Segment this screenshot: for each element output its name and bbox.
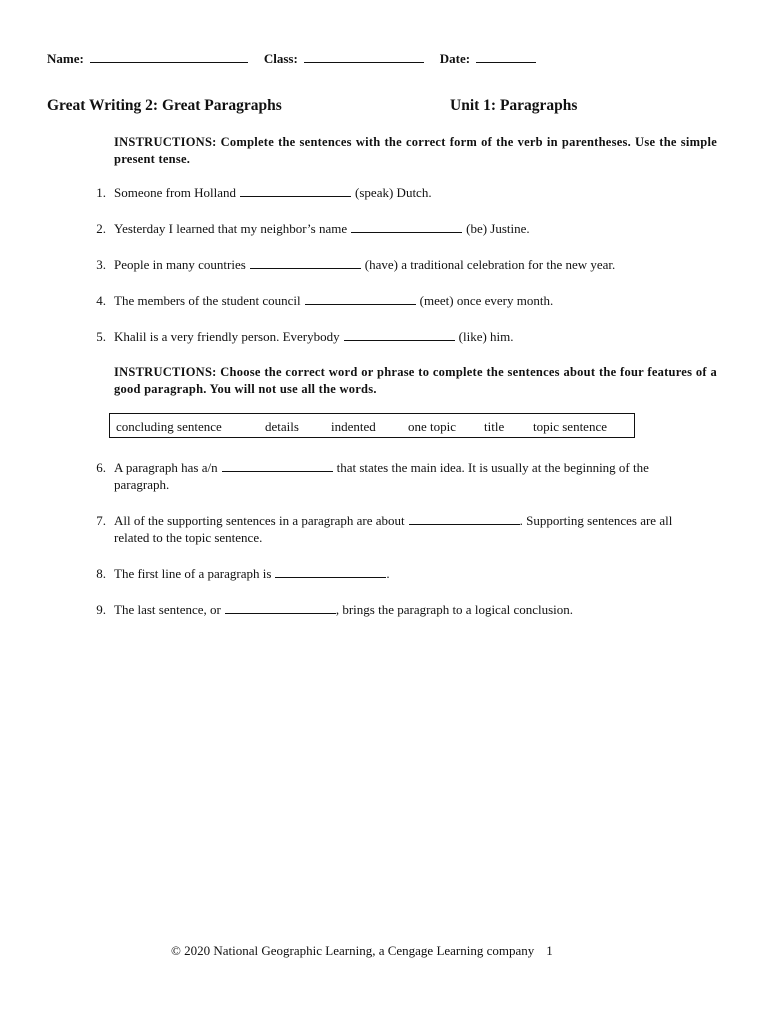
question-text-after: (like) him. (458, 329, 514, 344)
question-number: 8. (96, 566, 106, 581)
question-text-after: (speak) Dutch. (355, 185, 432, 200)
copyright-notice: © 2020 National Geographic Learning, a Cengage Learning company (171, 943, 535, 958)
question-number: 1. (96, 185, 106, 200)
answer-blank (240, 184, 351, 197)
word-bank-item: details (265, 419, 299, 434)
question-text-before: People in many countries (114, 257, 246, 272)
answer-blank (225, 601, 336, 614)
question-text-after: (have) a traditional celebration for the new year. (364, 257, 616, 272)
word-bank (109, 413, 635, 438)
name-blank (90, 50, 248, 63)
question-text-before: Khalil is a very friendly person. Everybody (114, 329, 340, 344)
answer-blank (351, 220, 462, 233)
word-bank-item: topic sentence (533, 419, 607, 434)
question-text-before: The last sentence, or (114, 602, 221, 617)
word-bank-item: concluding sentence (116, 419, 222, 434)
student-info-header (47, 50, 536, 67)
question-number: 3. (96, 257, 106, 272)
word-bank-item: indented (331, 419, 376, 434)
question-number: 5. (96, 329, 106, 344)
name-label: Name: (47, 51, 84, 66)
instructions-1: INSTRUCTIONS: Complete the sentences with the correct form of the verb in parentheses. Use the simple present tense. (114, 135, 717, 166)
question-number: 6. (96, 460, 106, 475)
word-bank-item: title (484, 419, 505, 434)
unit-title: Unit 1: Paragraphs (450, 97, 578, 114)
question-text-before: A paragraph has a/n (114, 460, 218, 475)
question-text-after: . Supporting sentences are all related to the topic sentence. (114, 513, 673, 545)
question-text-before: Yesterday I learned that my neighbor’s name (114, 221, 348, 236)
answer-blank (409, 512, 520, 525)
question-number: 7. (96, 513, 106, 528)
word-bank-item: one topic (408, 419, 457, 434)
date-blank (476, 50, 536, 63)
answer-blank (222, 459, 333, 472)
question-text-before: Someone from Holland (114, 185, 237, 200)
question-text-after: that states the main idea. It is usually at the beginning of the paragraph. (114, 460, 649, 492)
instructions-2: INSTRUCTIONS: Choose the correct word or phrase to complete the sentences about the four features of a good paragraph. You will not use all the words. (114, 365, 717, 396)
question-text-before: The first line of a paragraph is (114, 566, 272, 581)
page-number: 1 (546, 943, 553, 958)
question-number: 4. (96, 293, 106, 308)
answer-blank (250, 256, 361, 269)
date-label: Date: (439, 51, 471, 66)
question-text-before: The members of the student council (114, 293, 301, 308)
book-title: Great Writing 2: Great Paragraphs (47, 97, 282, 114)
question-text-after: . (386, 566, 390, 581)
question-text-after: (meet) once every month. (419, 293, 554, 308)
question-text-after: (be) Justine. (466, 221, 530, 236)
answer-blank (275, 565, 386, 578)
page-footer (171, 943, 553, 959)
class-blank (304, 50, 424, 63)
question-number: 2. (96, 221, 106, 236)
class-label: Class: (263, 51, 298, 66)
question-text-before: All of the supporting sentences in a paragraph are about (114, 513, 405, 528)
question-number: 9. (96, 602, 106, 617)
question-text-after: , brings the paragraph to a logical conclusion. (335, 602, 574, 617)
answer-blank (344, 328, 455, 341)
answer-blank (305, 292, 416, 305)
